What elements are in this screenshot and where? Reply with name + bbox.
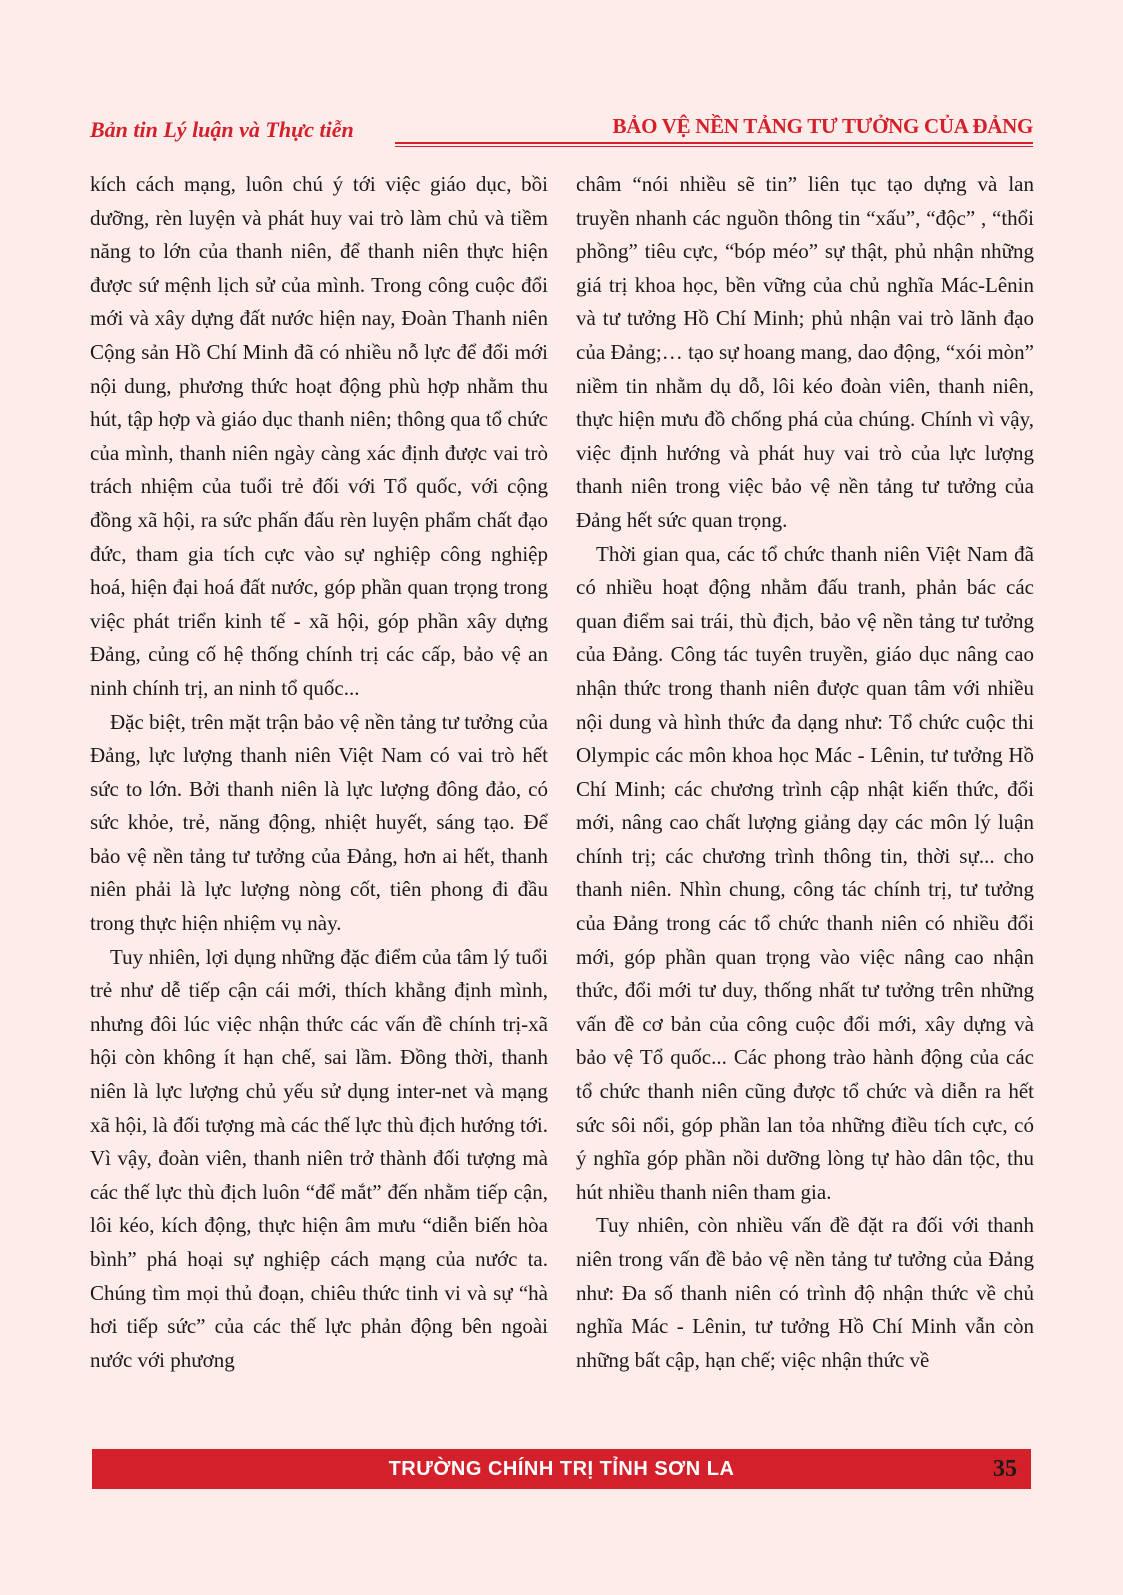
paragraph: Tuy nhiên, lợi dụng những đặc điểm của tâm lý tuổi trẻ như dễ tiếp cận cái mới, thích khẳng định mình, nhưng đôi lúc việc nhận thức các vấn đề chính trị-xã hội còn không ít hạn chế, sai lầm. Đồng thời, thanh niên là lực lượng chủ yếu sử dụng inter-net và mạng xã hội, là đối tượng mà các thế lực thù địch hướng tới. Vì vậy, đoàn viên, thanh niên trở thành đối tượng mà các thế lực thù địch luôn “để mắt” đến nhằm tiếp cận, lôi kéo, kích động, thực hiện âm mưu “diễn biến hòa bình” phá hoại sự nghiệp cách mạng của nước ta. Chúng tìm mọi thủ đoạn, chiêu thức tinh vi và sự “hà hơi tiếp sức” của các thế lực phản động bên ngoài nước với phương	[90, 944, 548, 1372]
header-divider-thin	[395, 146, 1033, 147]
paragraph: Thời gian qua, các tổ chức thanh niên Việt Nam đã có nhiều hoạt động nhằm đấu tranh, phản bác các quan điểm sai trái, thù địch, bảo vệ nền tảng tư tưởng của Đảng. Công tác tuyên truyền, giáo dục nâng cao nhận thức trong thanh niên được quan tâm với nhiều nội dung và hình thức đa dạng như: Tổ chức cuộc thi Olympic các môn khoa học Mác - Lênin, tư tưởng Hồ Chí Minh; các chương trình cập nhật kiến thức, đổi mới, nâng cao chất lượng giảng dạy các môn lý luận chính trị; các chương trình thông tin, thời sự... cho thanh niên. Nhìn chung, công tác chính trị, tư tưởng của Đảng trong các tổ chức thanh niên có nhiều đổi mới, góp phần quan trọng vào việc nâng cao nhận thức, đổi mới tư duy, thống nhất tư tưởng trên những vấn đề cơ bản của công cuộc đổi mới, xây dựng và bảo vệ Tổ quốc... Các phong trào hành động của các tổ chức thanh niên cũng được tổ chức và diễn ra hết sức sôi nổi, góp phần lan tỏa những điều tích cực, có ý nghĩa góp phần nồi dưỡng lòng tự hào dân tộc, thu hút nhiều thanh niên tham gia.	[576, 541, 1034, 1204]
paragraph: châm “nói nhiều sẽ tin” liên tục tạo dựng và lan truyền nhanh các nguồn thông tin “xấu”, “độc” , “thổi phồng” tiêu cực, “bóp méo” sự thật, phủ nhận những giá trị khoa học, bền vững của chủ nghĩa Mác-Lênin và tư tưởng Hồ Chí Minh; phủ nhận vai trò lãnh đạo của Đảng;… tạo sự hoang mang, dao động, “xói mòn” niềm tin nhằm dụ dỗ, lôi kéo đoàn viên, thanh niên, thực hiện mưu đồ chống phá của chúng. Chính vì vậy, việc định hướng và phát huy vai trò của lực lượng thanh niên trong việc bảo vệ nền tảng tư tưởng của Đảng hết sức quan trọng.	[576, 172, 1034, 532]
institution-name: TRƯỜNG CHÍNH TRỊ TỈNH SƠN LA	[388, 1458, 735, 1480]
paragraph: Đặc biệt, trên mặt trận bảo vệ nền tảng tư tưởng của Đảng, lực lượng thanh niên Việt Nam có vai trò hết sức to lớn. Bởi thanh niên là lực lượng đông đảo, có sức khỏe, trẻ, năng động, nhiệt huyết, sáng tạo. Để bảo vệ nền tảng tư tưởng của Đảng, hơn ai hết, thanh niên phải là lực lượng nòng cốt, tiên phong đi đầu trong thực hiện nhiệm vụ này.	[90, 709, 548, 936]
paragraph: Tuy nhiên, còn nhiều vấn đề đặt ra đối với thanh niên trong vấn đề bảo vệ nền tảng tư tưởng của Đảng như: Đa số thanh niên có trình độ nhận thức về chủ nghĩa Mác - Lênin, tư tưởng Hồ Chí Minh vẫn còn những bất cập, hạn chế; việc nhận thức về	[576, 1213, 1034, 1372]
page-number: 35	[993, 1456, 1017, 1482]
left-column	[90, 168, 548, 1377]
bulletin-title: Bản tin Lý luận và Thực tiễn	[90, 117, 354, 142]
header-divider	[395, 142, 1033, 144]
right-column	[576, 168, 1034, 1377]
section-title: BẢO VỆ NỀN TẢNG TƯ TƯỞNG CỦA ĐẢNG	[612, 114, 1033, 138]
page-footer	[92, 1449, 1031, 1489]
paragraph: kích cách mạng, luôn chú ý tới việc giáo dục, bồi dưỡng, rèn luyện và phát huy vai trò làm chủ và tiềm năng to lớn của thanh niên, để thanh niên thực hiện được sứ mệnh lịch sử của mình. Trong công cuộc đổi mới và xây dựng đất nước hiện nay, Đoàn Thanh niên Cộng sản Hồ Chí Minh đã có nhiều nỗ lực để đổi mới nội dung, phương thức hoạt động phù hợp nhằm thu hút, tập hợp và giáo dục thanh niên; thông qua tổ chức của mình, thanh niên ngày càng xác định được vai trò trách nhiệm của tuổi trẻ đối với Tổ quốc, với cộng đồng xã hội, ra sức phấn đấu rèn luyện phẩm chất đạo đức, tham gia tích cực vào sự nghiệp công nghiệp hoá, hiện đại hoá đất nước, góp phần quan trọng trong việc phát triển kinh tế - xã hội, góp phần xây dựng Đảng, củng cố hệ thống chính trị các cấp, bảo vệ an ninh chính trị, an ninh tổ quốc...	[90, 172, 548, 700]
